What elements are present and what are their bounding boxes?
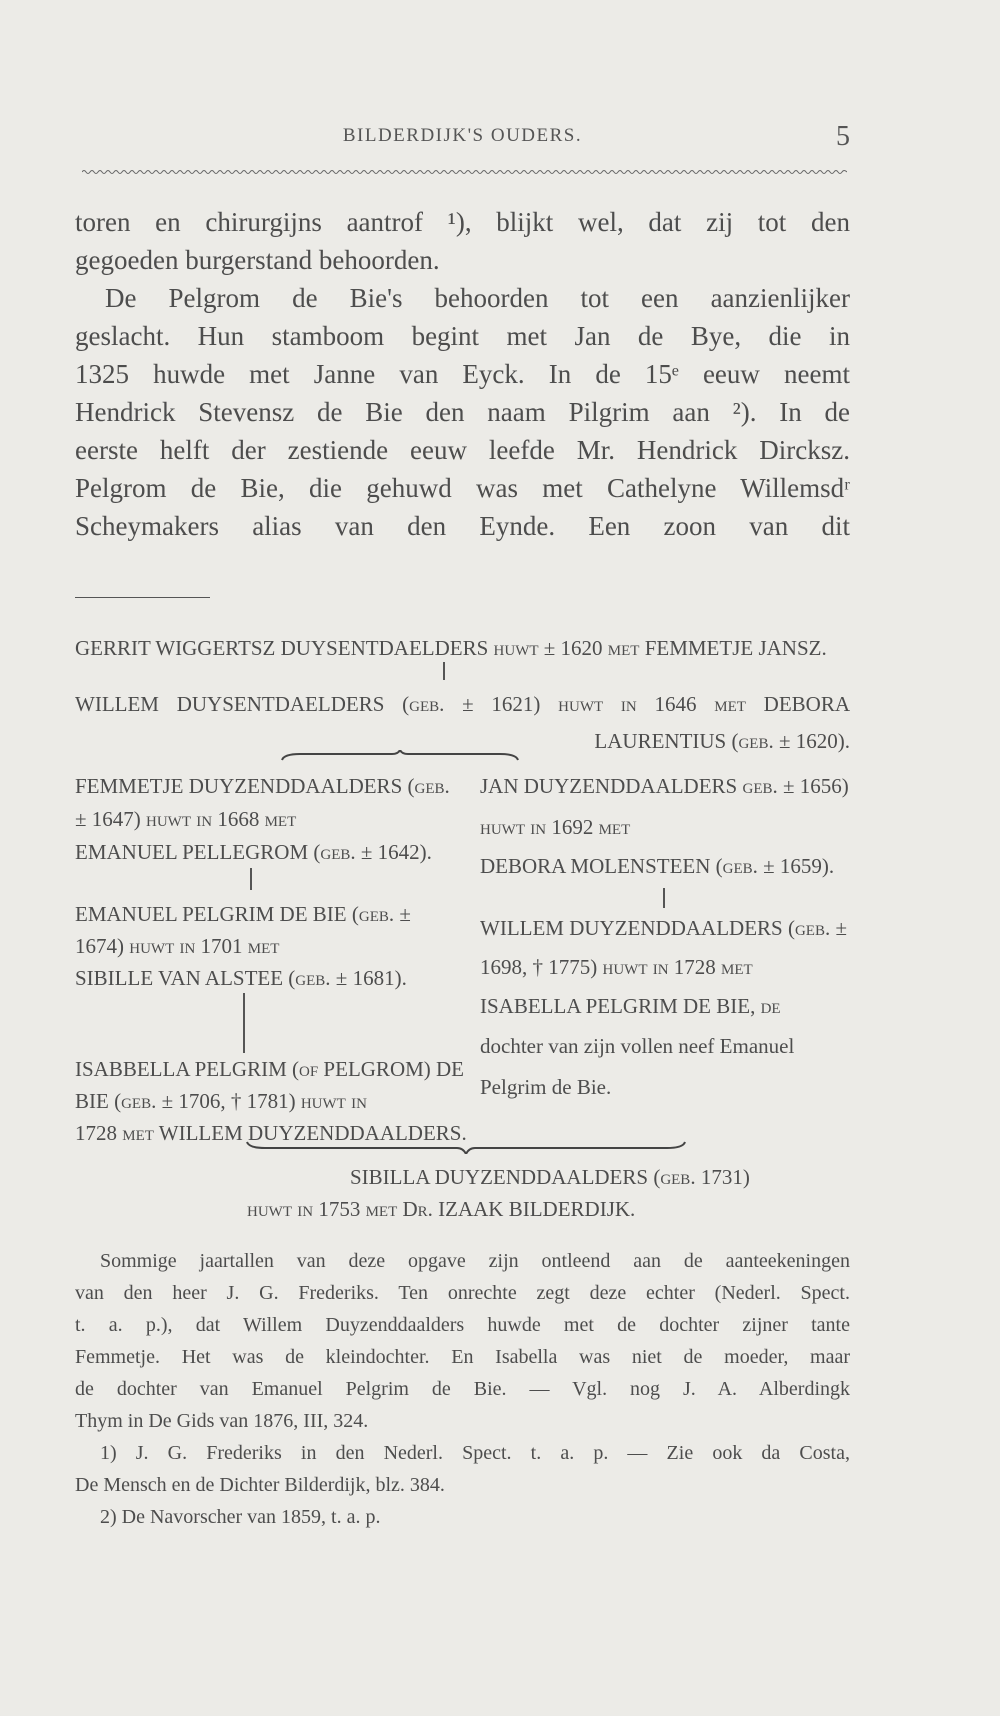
note-line: Thym in De Gids van 1876, III, 324.	[75, 1410, 369, 1432]
body-line: toren en chirurgijns aantrof ¹), blijkt wel, dat zij tot den	[75, 207, 850, 237]
left-branch-line: FEMMETJE DUYZENDDAALDERS (geb.	[75, 774, 450, 798]
note-line: Sommige jaartallen van deze opgave zijn ontleend aan de aanteekeningen	[100, 1250, 850, 1272]
page-number: 5	[836, 121, 850, 152]
note-line: van den heer J. G. Frederiks. Ten onrechte zegt deze echter (Nederl. Spect.	[75, 1282, 850, 1304]
footnote-separator	[75, 597, 210, 598]
genealogy-connector	[443, 662, 445, 680]
body-line: eerste helft der zestiende eeuw leefde Mr. Hendrick Dircksz.	[75, 435, 850, 465]
left-branch-line: EMANUEL PELLEGROM (geb. ± 1642).	[75, 840, 432, 864]
note-line: 1) J. G. Frederiks in den Nederl. Spect. t. a. p. — Zie ook da Costa,	[100, 1442, 850, 1464]
right-branch-line: Pelgrim de Bie.	[480, 1075, 612, 1099]
left-branch-line: SIBILLE VAN ALSTEE (geb. ± 1681).	[75, 966, 407, 990]
note-line: t. a. p.), dat Willem Duyzenddaalders huwde met de dochter zijner tante	[75, 1314, 850, 1336]
running-title: BILDERDIJK'S OUDERS.	[342, 125, 583, 146]
body-line: gegoeden burgerstand behoorden.	[75, 245, 440, 275]
note-line: De Mensch en de Dichter Bilderdijk, blz. 384.	[75, 1474, 445, 1496]
footnotes	[75, 1245, 850, 1533]
left-branch-line: ISABBELLA PELGRIM (of PELGROM) DE	[75, 1057, 465, 1081]
left-branch-line: 1674) huwt in 1701 met	[75, 934, 280, 958]
left-branch-line: EMANUEL PELGRIM DE BIE (geb. ±	[75, 902, 411, 926]
note-line: Femmetje. Het was de kleindochter. En Isabella was niet de moeder, maar	[75, 1346, 850, 1368]
right-branch-line: 1698, † 1775) huwt in 1728 met	[480, 955, 753, 979]
body-line: Hendrick Stevensz de Bie den naam Pilgrim aan ²). In de	[75, 397, 850, 427]
note-line: de dochter van Emanuel Pelgrim de Bie. — Vgl. nog J. A. Alberdingk	[75, 1378, 850, 1400]
right-branch-line: JAN DUYZENDDAALDERS geb. ± 1656)	[480, 774, 849, 798]
left-branch-line: ± 1647) huwt in 1668 met	[75, 807, 297, 831]
right-branch-line: huwt in 1692 met	[480, 815, 631, 839]
right-branch-line: dochter van zijn vollen neef Emanuel	[480, 1034, 795, 1058]
genealogy-root: GERRIT WIGGERTSZ DUYSENTDAELDERS huwt ± 1620 met FEMMETJE JANSZ.	[75, 636, 827, 660]
left-connector	[250, 868, 252, 890]
note-line: 2) De Navorscher van 1859, t. a. p.	[100, 1506, 381, 1528]
body-line: Pelgrom de Bie, die gehuwd was met Cathelyne Willemsdʳ	[75, 473, 850, 503]
split-brace	[280, 750, 520, 764]
wavy-header-rule	[82, 167, 847, 177]
left-branch-line: BIE (geb. ± 1706, † 1781) huwt in	[75, 1089, 367, 1113]
body-line: geslacht. Hun stamboom begint met Jan de Bye, die in	[75, 321, 850, 351]
page-header	[75, 121, 850, 155]
genealogy-gen2-cont: LAURENTIUS (geb. ± 1620).	[594, 729, 850, 753]
body-line: 1325 huwde met Janne van Eyck. In de 15ᵉ eeuw neemt	[75, 359, 850, 389]
right-branch-line: WILLEM DUYZENDDAALDERS (geb. ±	[480, 916, 847, 940]
right-connector	[663, 888, 665, 908]
right-branch-line: DEBORA MOLENSTEEN (geb. ± 1659).	[480, 854, 835, 878]
final-marriage: huwt in 1753 met Dr. IZAAK BILDERDIJK.	[247, 1197, 636, 1221]
body-line: De Pelgrom de Bie's behoorden tot een aanzienlijker	[105, 283, 850, 313]
final-descendant: SIBILLA DUYZENDDAALDERS (geb. 1731)	[350, 1165, 750, 1189]
body-line: Scheymakers alias van den Eynde. Een zoon van dit	[75, 511, 850, 541]
merge-brace	[245, 1140, 687, 1154]
genealogy-gen2: WILLEM DUYSENTDAELDERS (geb. ± 1621) huwt in 1646 met DEBORA	[75, 692, 850, 716]
body-text	[75, 203, 850, 545]
left-connector	[243, 993, 245, 1053]
left-branch-line: 1728 met WILLEM DUYZENDDAALDERS.	[75, 1121, 467, 1145]
right-branch-line: ISABELLA PELGRIM DE BIE, de	[480, 994, 781, 1018]
